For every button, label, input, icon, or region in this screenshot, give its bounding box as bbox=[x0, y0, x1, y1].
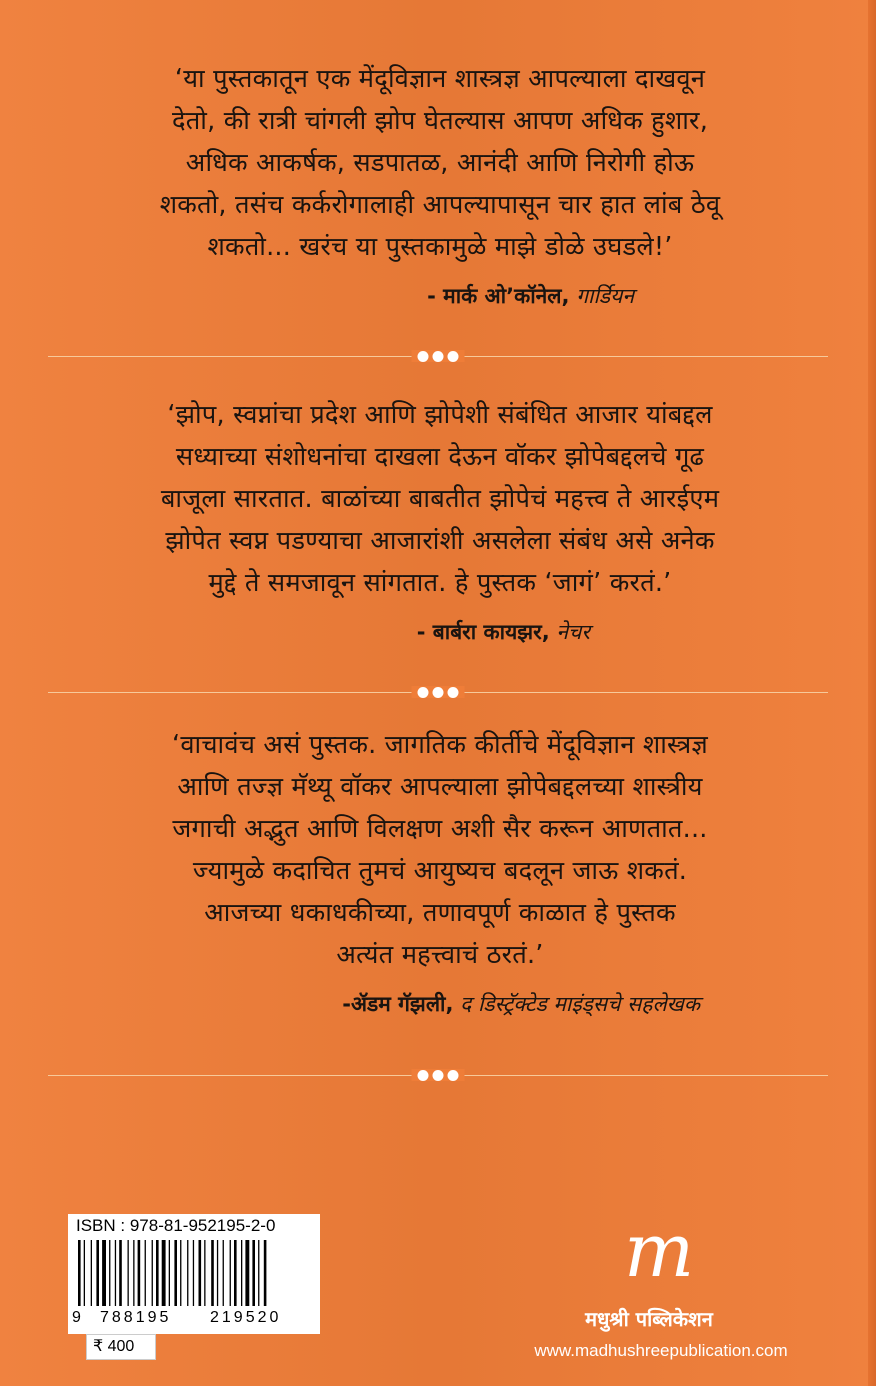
quote-source: गार्डियन bbox=[576, 284, 634, 308]
barcode-bar bbox=[156, 1240, 159, 1306]
barcode-bar bbox=[258, 1240, 259, 1306]
barcode-bar bbox=[145, 1240, 146, 1306]
barcode-bar bbox=[152, 1240, 153, 1306]
isbn-barcode bbox=[68, 1214, 320, 1334]
quote-line: ‘वाचावंच असं पुस्तक. जागतिक कीर्तीचे मेंदूविज्ञान शास्त्रज्ञ bbox=[172, 730, 708, 760]
quote-line: देतो, की रात्री चांगली झोप घेतल्यास आपण अधिक हुशार, bbox=[172, 106, 708, 136]
quote-attribution bbox=[60, 618, 590, 646]
barcode-bar bbox=[162, 1240, 166, 1306]
review-quote-2 bbox=[60, 394, 820, 646]
quote-text bbox=[60, 58, 820, 268]
quote-line: झोपेत स्वप्न पडण्याचा आजारांशी असलेला संबंध असे अनेक bbox=[165, 526, 715, 556]
dot-icon bbox=[448, 1070, 459, 1081]
quote-source: नेचर bbox=[556, 620, 590, 644]
barcode-digits-left: 788195 bbox=[100, 1309, 172, 1326]
price-label: ₹ 400 bbox=[86, 1334, 156, 1360]
barcode-bar bbox=[199, 1240, 202, 1306]
quote-line: शकतो... खरंच या पुस्तकामुळे माझे डोळे उघडले!’ bbox=[207, 232, 673, 262]
dot-icon bbox=[448, 351, 459, 362]
barcode-bar bbox=[128, 1240, 129, 1306]
barcode-bar bbox=[138, 1240, 141, 1306]
quote-author: -ॲडम गॅझली, bbox=[342, 992, 454, 1016]
barcode-bar bbox=[133, 1240, 134, 1306]
barcode-bar bbox=[78, 1240, 81, 1306]
barcode-bar bbox=[193, 1240, 194, 1306]
barcode-bar bbox=[264, 1240, 267, 1306]
dot-icon bbox=[433, 351, 444, 362]
barcode-bar bbox=[174, 1240, 177, 1306]
quote-line: ज्यामुळे कदाचित तुमचं आयुष्यच बदलून जाऊ शकतं. bbox=[192, 856, 688, 886]
isbn-label: ISBN : 978-81-952195-2-0 bbox=[76, 1216, 276, 1235]
cover-edge bbox=[868, 0, 876, 1386]
barcode-bar bbox=[241, 1240, 242, 1306]
barcode-bar bbox=[204, 1240, 205, 1306]
barcode-bar bbox=[252, 1240, 255, 1306]
quote-line: सध्याच्या संशोधनांचा दाखला देऊन वॉकर झोपेबद्दलचे गूढ bbox=[175, 442, 705, 472]
review-quote-1 bbox=[60, 58, 820, 310]
publisher-name: मधुश्री पब्लिकेशन bbox=[585, 1307, 713, 1331]
divider-dots bbox=[412, 350, 465, 362]
publisher-url: www.madhushreepublication.com bbox=[534, 1341, 788, 1360]
barcode-bar bbox=[115, 1240, 116, 1306]
barcode-bar bbox=[102, 1240, 106, 1306]
quote-line: जगाची अद्भुत आणि विलक्षण अशी सैर करून आणतात... bbox=[172, 814, 708, 844]
quote-source: द डिस्ट्रॅक्टेड माइंड्सचे सहलेखक bbox=[460, 992, 700, 1016]
review-quote-3 bbox=[60, 724, 820, 1018]
barcode-bar bbox=[187, 1240, 188, 1306]
quote-line: अत्यंत महत्त्वाचं ठरतं.’ bbox=[336, 940, 544, 970]
barcode-bar bbox=[109, 1240, 110, 1306]
barcode-bar bbox=[84, 1240, 85, 1306]
quote-line: ‘या पुस्तकातून एक मेंदूविज्ञान शास्त्रज्ञ आपल्याला दाखवून bbox=[174, 64, 706, 94]
section-divider bbox=[48, 686, 828, 700]
barcode-bar bbox=[180, 1240, 181, 1306]
section-divider bbox=[48, 350, 828, 364]
divider-dots bbox=[412, 1069, 465, 1081]
quote-attribution bbox=[60, 990, 700, 1018]
barcode-bar bbox=[245, 1240, 249, 1306]
quote-text bbox=[60, 394, 820, 604]
dot-icon bbox=[433, 687, 444, 698]
barcode-bar bbox=[169, 1240, 170, 1306]
quote-author: - बार्बरा कायझर, bbox=[416, 620, 550, 644]
dot-icon bbox=[418, 1070, 429, 1081]
barcode-bar bbox=[96, 1240, 99, 1306]
quote-line: शकतो, तसंच कर्करोगालाही आपल्यापासून चार हात लांब ठेवू bbox=[159, 190, 721, 220]
quote-line: अधिक आकर्षक, सडपातळ, आनंदी आणि निरोगी होऊ bbox=[185, 148, 695, 178]
quote-text bbox=[60, 724, 820, 976]
barcode-bar bbox=[91, 1240, 92, 1306]
quote-line: ‘झोप, स्वप्नांचा प्रदेश आणि झोपेशी संबंधित आजार यांबद्दल bbox=[167, 400, 713, 430]
barcode-bar bbox=[119, 1240, 122, 1306]
quote-attribution bbox=[60, 282, 634, 310]
logo-letter: m bbox=[624, 1218, 695, 1288]
barcode-digits-right: 219520 bbox=[210, 1309, 282, 1326]
barcode-bar bbox=[217, 1240, 218, 1306]
barcode-bar bbox=[234, 1240, 237, 1306]
quote-line: आणि तज्ज्ञ मॅथ्यू वॉकर आपल्याला झोपेबद्दलच्या शास्त्रीय bbox=[177, 772, 703, 802]
quote-line: बाजूला सारतात. बाळांच्या बाबतीत झोपेचं महत्त्व ते आरईएम bbox=[160, 484, 720, 514]
section-divider bbox=[48, 1069, 828, 1083]
dot-icon bbox=[418, 351, 429, 362]
barcode-digit-lead: 9 bbox=[72, 1309, 81, 1326]
barcode-bar bbox=[223, 1240, 224, 1306]
quote-line: मुद्दे ते समजावून सांगतात. हे पुस्तक ‘जागं’ करतं.’ bbox=[208, 568, 672, 598]
quote-line: आजच्या धकाधकीच्या, तणावपूर्ण काळात हे पुस्तक bbox=[204, 898, 676, 928]
barcode-bar bbox=[230, 1240, 231, 1306]
publisher-logo-icon bbox=[620, 1218, 700, 1288]
dot-icon bbox=[433, 1070, 444, 1081]
barcode-bar bbox=[211, 1240, 214, 1306]
divider-dots bbox=[412, 686, 465, 698]
barcode-icon bbox=[78, 1240, 310, 1310]
dot-icon bbox=[418, 687, 429, 698]
quote-author: - मार्क ओ’कॉनेल, bbox=[427, 284, 570, 308]
dot-icon bbox=[448, 687, 459, 698]
